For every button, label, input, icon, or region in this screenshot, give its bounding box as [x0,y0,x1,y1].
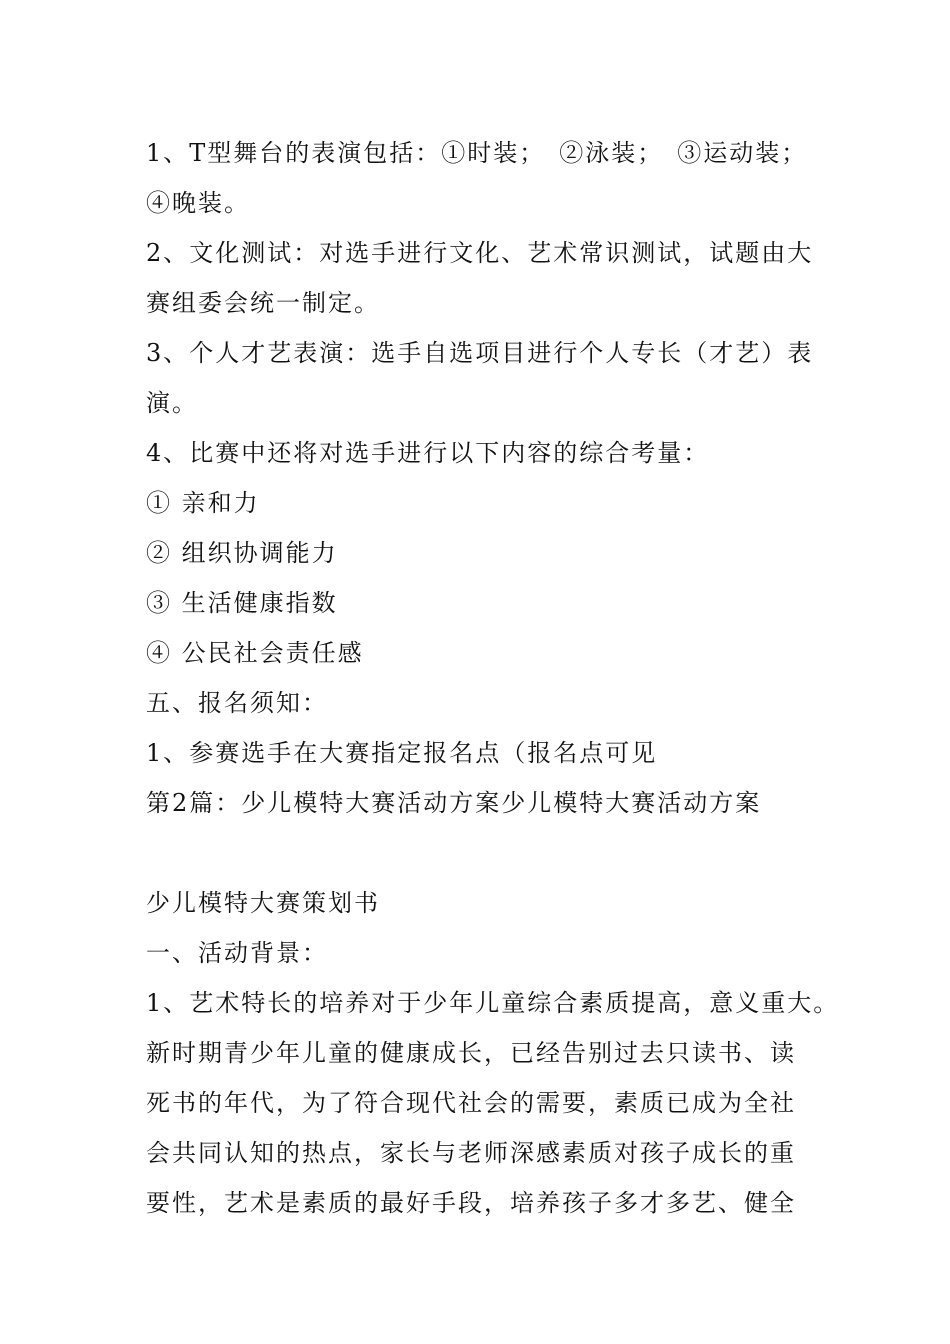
text-line-stage-show: 1、T型舞台的表演包括：①时装； ②泳装； ③运动装； [146,139,808,167]
text-line-talent-show-cont: 演。 [146,389,198,417]
list-item-coordination: ② 组织协调能力 [146,539,338,567]
paragraph-line-5: 要性，艺术是素质的最好手段，培养孩子多才多艺、健全 [146,1189,796,1217]
paragraph-line-4: 会共同认知的热点，家长与老师深感素质对孩子成长的重 [146,1139,796,1167]
text-line-culture-test: 2、文化测试：对选手进行文化、艺术常识测试，试题由大 [146,239,814,267]
text-line-evening-wear: ④晚装。 [146,189,250,217]
blank-line [146,828,846,878]
text-line-registration-point: 1、参赛选手在大赛指定报名点（报名点可见 [146,739,658,767]
paragraph-line-3: 死书的年代，为了符合现代社会的需要，素质已成为全社 [146,1089,796,1117]
list-item-affinity: ① 亲和力 [146,489,260,517]
list-item-health-index: ③ 生活健康指数 [146,589,338,617]
text-line-culture-test-cont: 赛组委会统一制定。 [146,289,380,317]
list-item-social-responsibility: ④ 公民社会责任感 [146,639,364,667]
document-body [146,128,846,1228]
document-subtitle: 少儿模特大赛策划书 [146,889,380,917]
text-line-assessment: 4、比赛中还将对选手进行以下内容的综合考量： [146,439,710,467]
text-line-part-2-title: 第2篇：少儿模特大赛活动方案少儿模特大赛活动方案 [146,789,762,817]
section-heading-background: 一、活动背景： [146,939,328,967]
section-heading-registration: 五、报名须知： [146,689,328,717]
text-line-talent-show: 3、个人才艺表演：选手自选项目进行个人专长（才艺）表 [146,339,814,367]
paragraph-line-2: 新时期青少年儿童的健康成长，已经告别过去只读书、读 [146,1039,796,1067]
paragraph-line-1: 1、艺术特长的培养对于少年儿童综合素质提高，意义重大。 [146,989,840,1017]
